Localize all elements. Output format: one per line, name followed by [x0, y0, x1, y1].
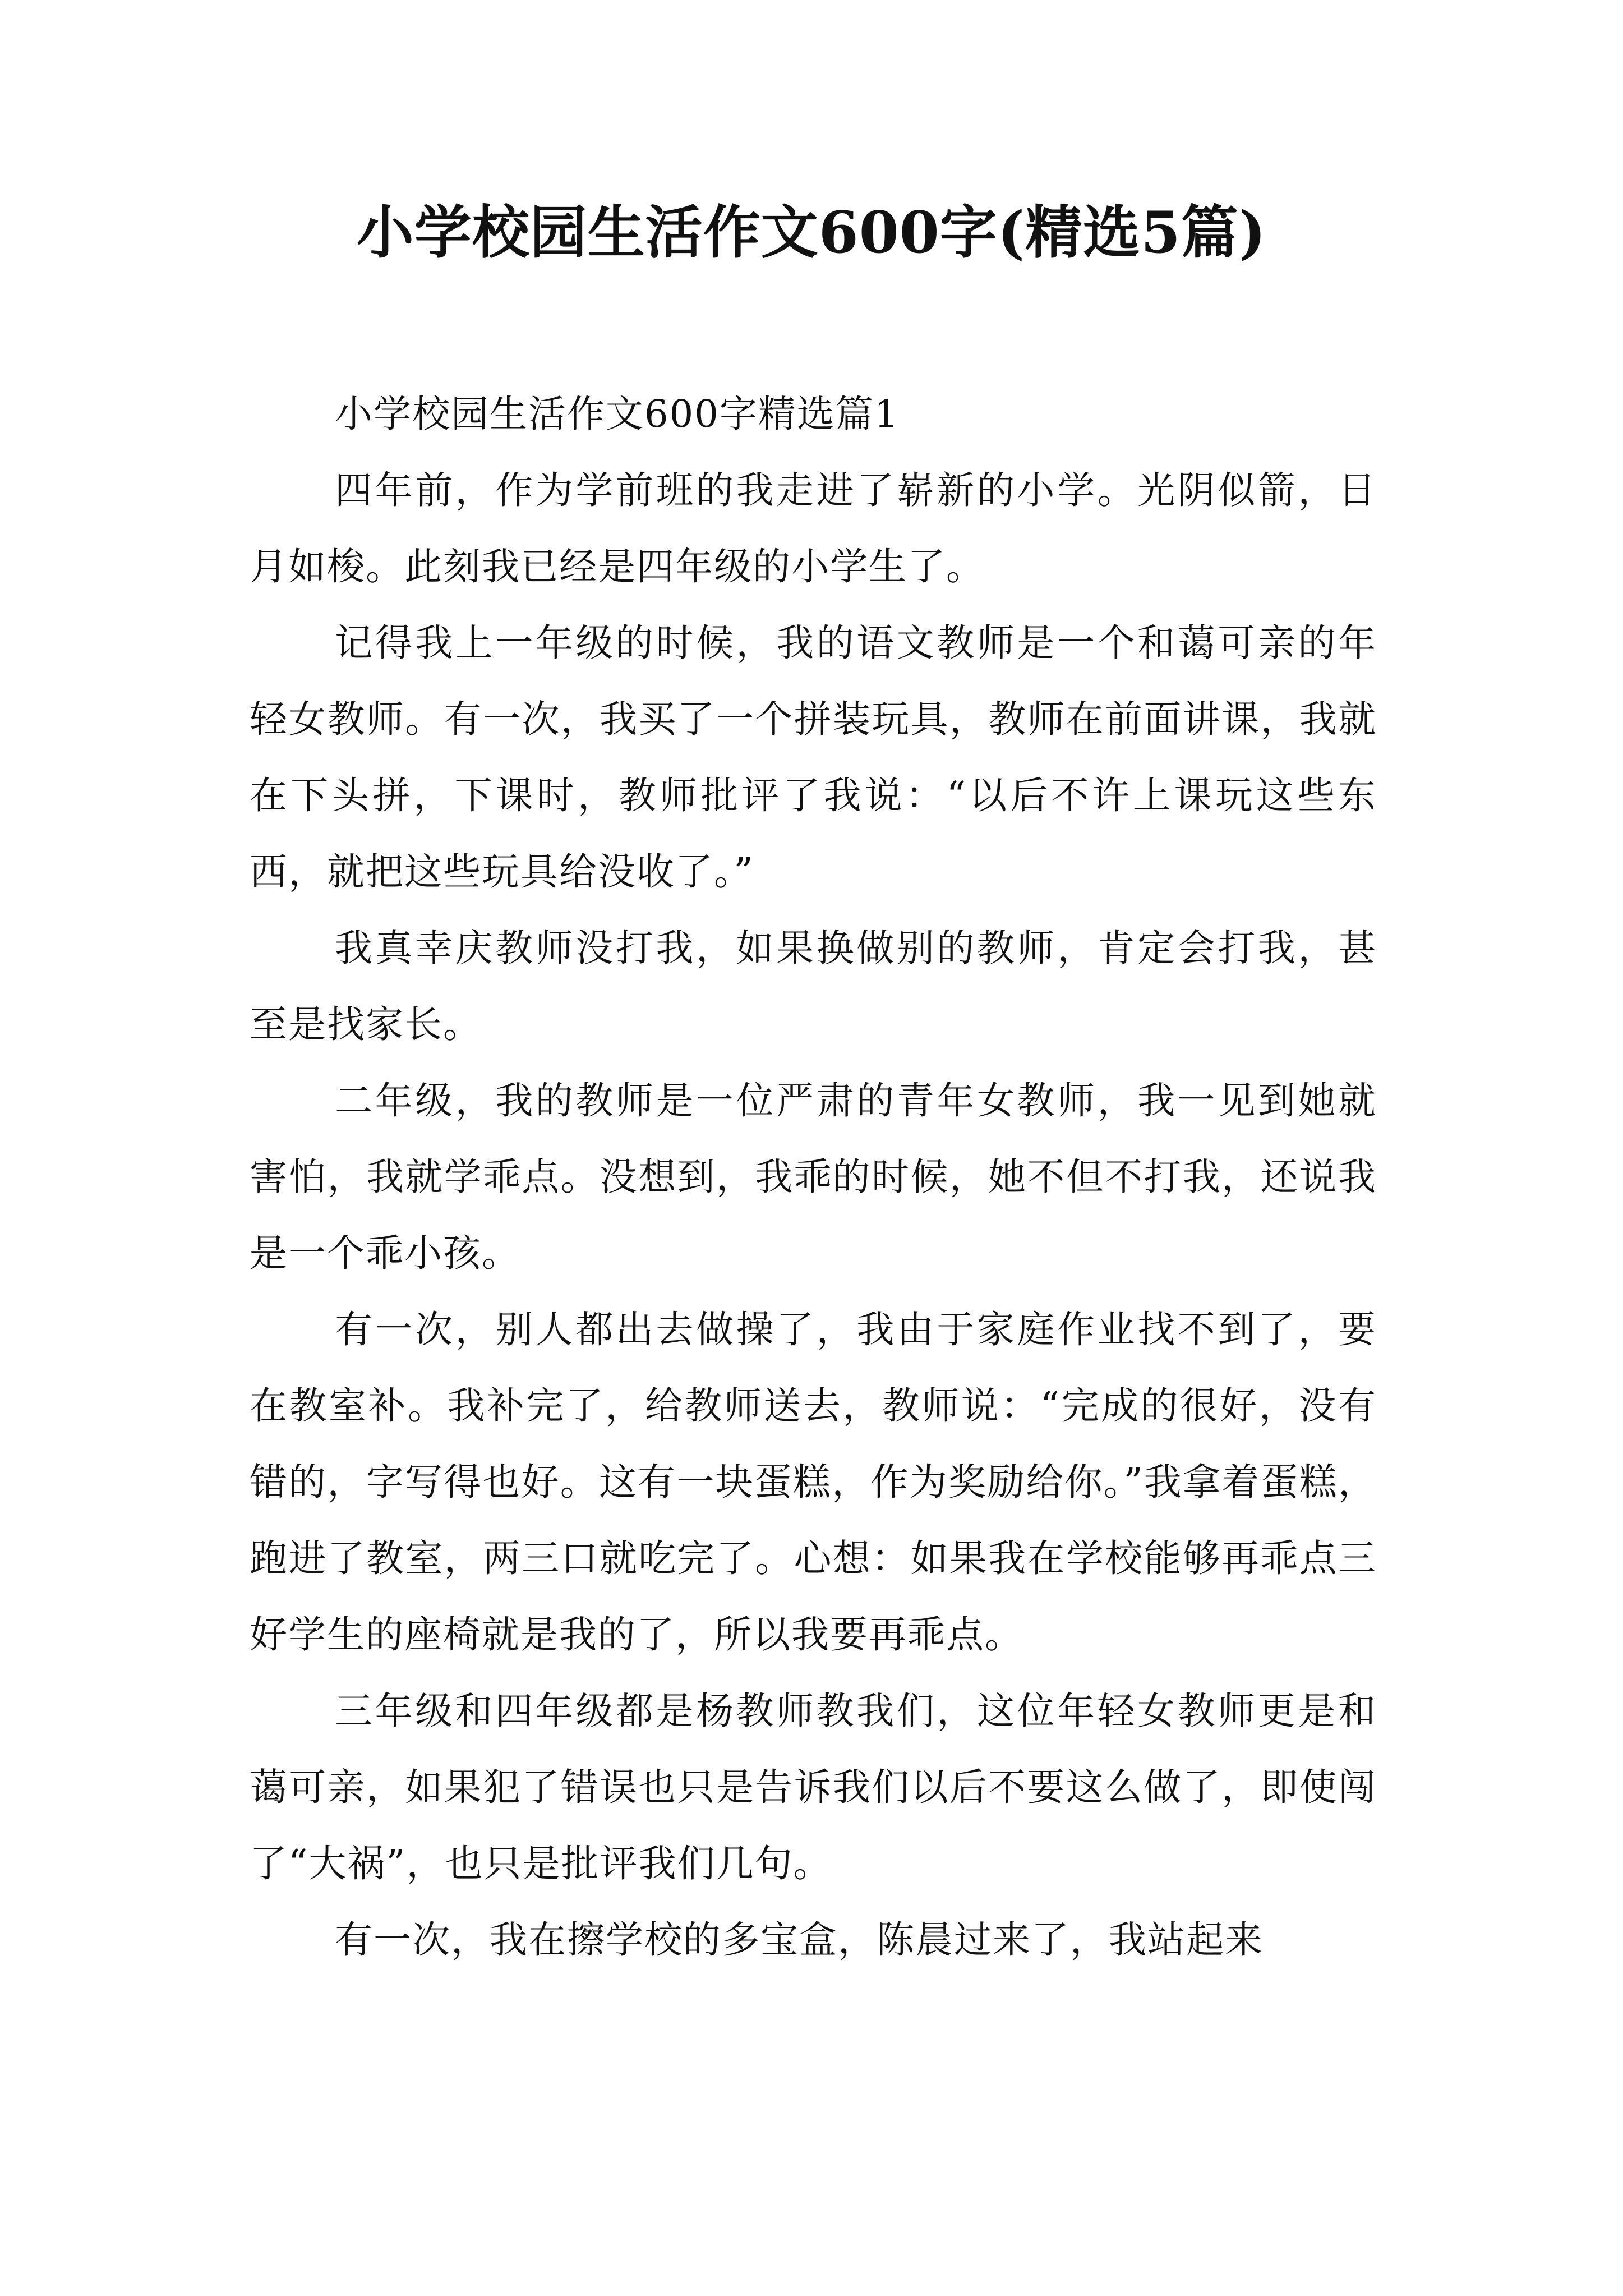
- paragraph: 四年前，作为学前班的我走进了崭新的小学。光阴似箭，日月如梭。此刻我已经是四年级的小学生了。: [250, 468, 1377, 588]
- section-heading: 小学校园生活作文600字精选篇1: [335, 392, 900, 436]
- paragraph: 三年级和四年级都是杨教师教我们，这位年轻女教师更是和蔼可亲，如果犯了错误也只是告诉我们以后不要这么做了，即使闯了“大祸”，也只是批评我们几句。: [250, 1689, 1377, 1885]
- document-body: [250, 376, 1377, 1978]
- paragraph: 二年级，我的教师是一位严肃的青年女教师，我一见到她就害怕，我就学乖点。没想到，我乖的时候，她不但不打我，还说我是一个乖小孩。: [250, 1079, 1377, 1275]
- document-title: 小学校园生活作文600字(精选5篇): [356, 199, 1267, 266]
- paragraph: 记得我上一年级的时候，我的语文教师是一个和蔼可亲的年轻女教师。有一次，我买了一个拼装玩具，教师在前面讲课，我就在下头拼，下课时，教师批评了我说：“以后不许上课玩这些东西，就把这些玩具给没收了。”: [250, 621, 1377, 894]
- paragraph: 有一次，我在擦学校的多宝盒，陈晨过来了，我站起来: [335, 1918, 1264, 1962]
- paragraph: 我真幸庆教师没打我，如果换做别的教师，肯定会打我，甚至是找家长。: [250, 926, 1377, 1046]
- paragraph: 有一次，别人都出去做操了，我由于家庭作业找不到了，要在教室补。我补完了，给教师送去，教师说：“完成的很好，没有错的，字写得也好。这有一块蛋糕，作为奖励给你。”我拿着蛋糕，跑进了教室，两三口就吃完了。心想：如果我在学校能够再乖点三好学生的座椅就是我的了，所以我要再乖点。: [250, 1308, 1377, 1657]
